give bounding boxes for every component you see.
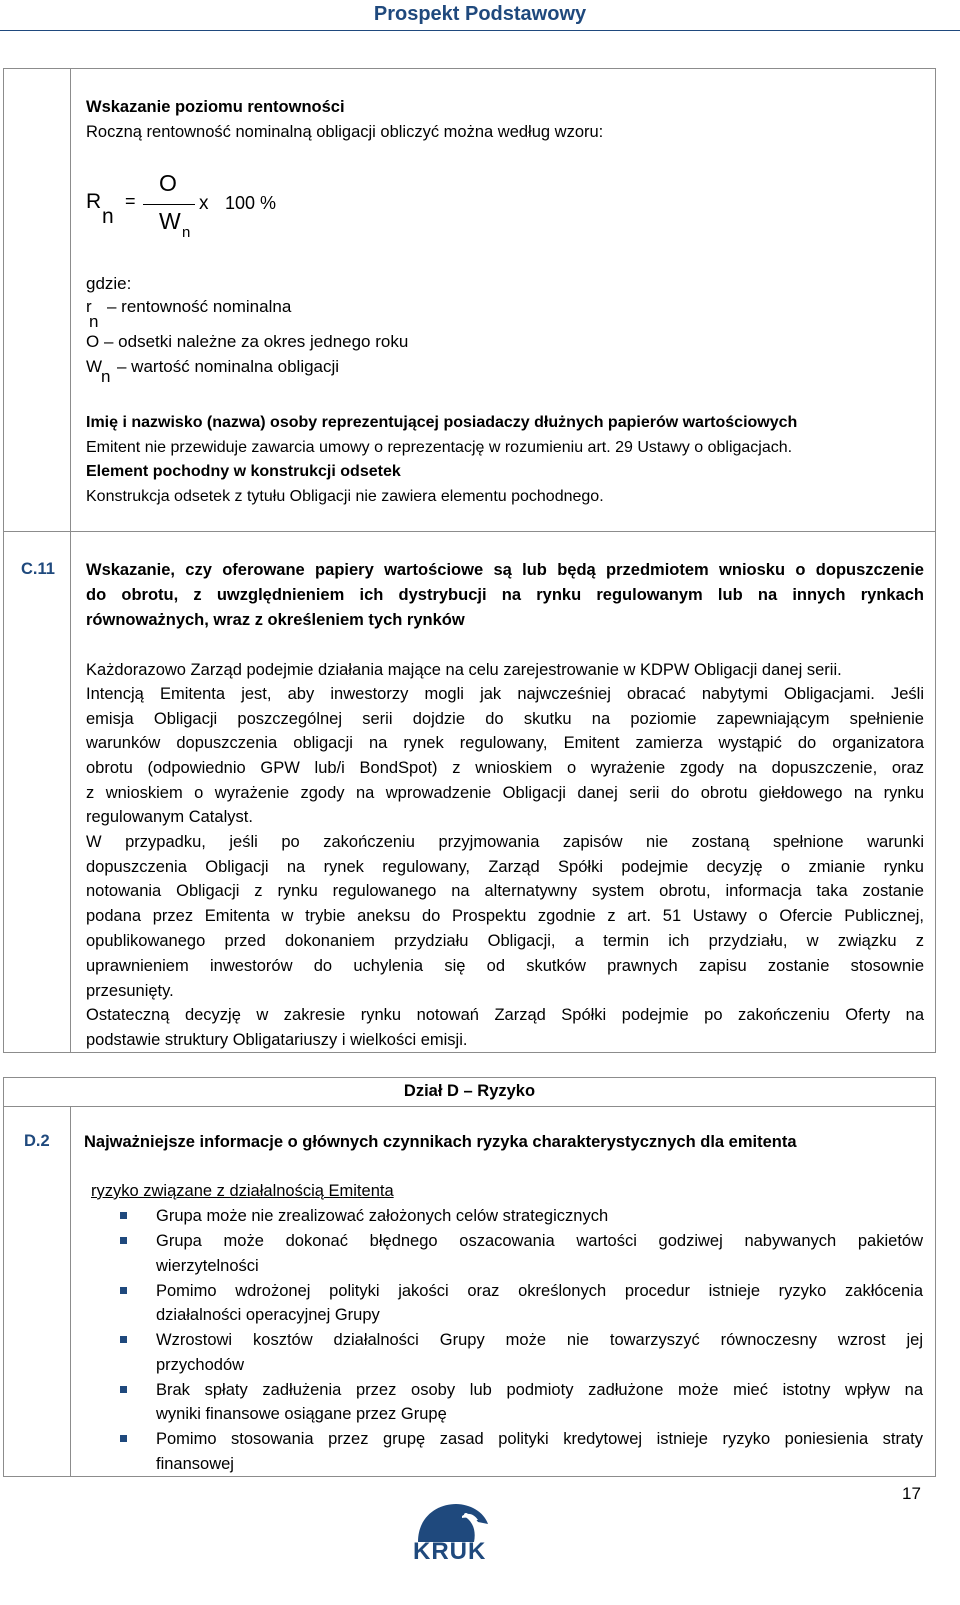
yield-intro: Roczną rentowność nominalną obligacji obliczyć można według wzoru:	[86, 123, 604, 141]
bullet-square-icon	[120, 1386, 127, 1393]
yield-heading: Wskazanie poziomu rentowności	[86, 98, 345, 116]
section-code-c11: C.11	[21, 560, 55, 578]
fraction-bar	[143, 204, 195, 205]
bullet-line: Pomimo stosowania przez grupę zasad polityki kredytowej istnieje ryzyko poniesienia straty	[156, 1430, 923, 1448]
where-label: gdzie:	[86, 274, 132, 293]
c11-body-line: przesunięty.	[86, 982, 174, 1000]
c11-body-line: notowania Obligacji z rynku regulowanego na alternatywny system obrotu, informacja taka zostanie	[86, 882, 924, 900]
definition-text: – rentowność nominalna	[107, 297, 292, 316]
formula-factor: 100 %	[225, 193, 277, 213]
row-divider	[3, 1106, 936, 1107]
definition-sub: n	[101, 367, 111, 386]
bullet-line: Pomimo wdrożonej polityki jakości oraz określonych procedur istnieje ryzyko zakłócenia	[156, 1282, 923, 1300]
definition-symbol: O	[86, 332, 100, 351]
bullet-line: działalności operacyjnej Grupy	[156, 1306, 380, 1324]
c11-body-line: obrotu (odpowiednio GPW lub/i BondSpot) z wnioskiem o wyrażenie zgody na dopuszczenie, oraz	[86, 759, 924, 777]
c11-body-line: podana przez Emitenta w trybie aneksu do Prospektu zgodnie z art. 51 Ustawy o Ofercie Publicznej,	[86, 907, 924, 925]
kruk-bird-icon	[414, 1502, 490, 1542]
c11-body-line: podstawie struktury Obligatariuszy i wielkości emisji.	[86, 1031, 468, 1049]
page-header-title: Prospekt Podstawowy	[373, 3, 587, 25]
formula-lhs-sub: n	[102, 205, 114, 228]
formula-numerator: O	[159, 170, 177, 196]
bullet-square-icon	[120, 1237, 127, 1244]
bullet-line: Brak spłaty zadłużenia przez osoby lub podmioty zadłużone może mieć istotny wpływ na	[156, 1381, 923, 1399]
c11-body-line: uprawnieniem inwestorów do uchylenia się od skutków prawnych zapisu zostanie stosownie	[86, 957, 924, 975]
page-number: 17	[902, 1484, 921, 1503]
formula-equals: =	[125, 191, 136, 211]
derivative-heading: Element pochodny w konstrukcji odsetek	[86, 463, 401, 480]
c11-body-line: Intencją Emitenta jest, aby inwestorzy mogli jak najwcześniej obracać nabytymi Obligacjami. Jeśli	[86, 685, 924, 703]
bullet-square-icon	[120, 1287, 127, 1294]
definition-symbol: W	[86, 357, 103, 376]
bullet-line: wierzytelności	[156, 1257, 259, 1275]
definition-symbol: r	[86, 297, 92, 316]
formula-denominator-sub: n	[182, 224, 191, 241]
rep-heading: Imię i nazwisko (nazwa) osoby reprezentującej posiadaczy dłużnych papierów wartościowych	[86, 414, 798, 431]
bullet-line: przychodów	[156, 1356, 245, 1374]
c11-body-line: warunków dopuszczenia obligacji na rynek regulowany, Emitent zamierza wystąpić do organizatora	[86, 734, 924, 752]
bullet-line: Grupa może nie zrealizować założonych celów strategicznych	[156, 1207, 609, 1225]
bullet-line: wyniki finansowe osiągane przez Grupę	[156, 1405, 447, 1423]
logo-text: KRUK	[413, 1538, 487, 1565]
section-d-title: Dział D – Ryzyko	[403, 1082, 536, 1100]
formula-times: x	[199, 193, 209, 214]
bullet-line: Wzrostowi kosztów działalności Grupy może nie towarzyszyć równoczesny wzrost jej	[156, 1331, 923, 1349]
formula-denominator: W	[159, 208, 181, 234]
bullet-square-icon	[120, 1212, 127, 1219]
c11-body-line: emisja Obligacji poszczególnej serii dojdzie do skutku na poziomie zapewniającym spełnienie	[86, 710, 924, 728]
c11-heading-line: Wskazanie, czy oferowane papiery wartościowe są lub będą przedmiotem wniosku o dopuszczenie	[86, 561, 924, 579]
row-divider	[3, 531, 936, 532]
header-rule	[0, 30, 960, 31]
column-divider	[70, 1106, 71, 1477]
c11-heading-line: równoważnych, wraz z określeniem tych rynków	[86, 611, 465, 629]
rep-text: Emitent nie przewiduje zawarcia umowy o reprezentację w rozumieniu art. 29 Ustawy o obligacjach.	[86, 439, 793, 456]
formula-lhs: R	[86, 190, 102, 213]
d2-subheading: ryzyko związane z działalnością Emitenta	[91, 1182, 394, 1200]
c11-body-line: dopuszczenia Obligacji na rynek regulowany, Zarząd Spółki podejmie decyzję o zmianie rynku	[86, 858, 924, 876]
column-divider	[70, 68, 71, 1053]
c11-body-line: W przypadku, jeśli po zakończeniu przyjmowania zapisów nie zostaną spełnione warunki	[86, 833, 924, 851]
c11-body-line: Ostateczną decyzję w zakresie rynku notowań Zarząd Spółki podejmie po zakończeniu Oferty na	[86, 1006, 924, 1024]
c11-body-line: Każdorazowo Zarząd podejmie działania mające na celu zarejestrowanie w KDPW Obligacji danej serii.	[86, 661, 842, 679]
definition-text: – odsetki należne za okres jednego roku	[104, 332, 409, 351]
bullet-line: Grupa może dokonać błędnego oszacowania wartości godziwej nabywanych pakietów	[156, 1232, 923, 1250]
definition-sub: n	[89, 312, 99, 331]
bullet-square-icon	[120, 1435, 127, 1442]
derivative-text: Konstrukcja odsetek z tytułu Obligacji nie zawiera elementu pochodnego.	[86, 488, 604, 505]
definition-text: – wartość nominalna obligacji	[117, 357, 340, 376]
bullet-line: finansowej	[156, 1455, 234, 1473]
c11-body-line: z wnioskiem o wyrażenie zgody na wprowadzenie Obligacji danej serii do obrotu giełdowego na rynku	[86, 784, 924, 802]
c11-body-line: regulowanym Catalyst.	[86, 808, 253, 826]
section-code-d2: D.2	[24, 1132, 50, 1150]
c11-heading-line: do obrotu, z uwzględnieniem ich dystrybucji na rynku regulowanym lub na innych rynkach	[86, 586, 924, 604]
c11-body-line: opublikowanego przed dokonaniem przydziału Obligacji, a termin ich przydziału, w związku z	[86, 932, 924, 950]
bullet-square-icon	[120, 1336, 127, 1343]
d2-heading: Najważniejsze informacje o głównych czynnikach ryzyka charakterystycznych dla emitenta	[84, 1133, 797, 1151]
